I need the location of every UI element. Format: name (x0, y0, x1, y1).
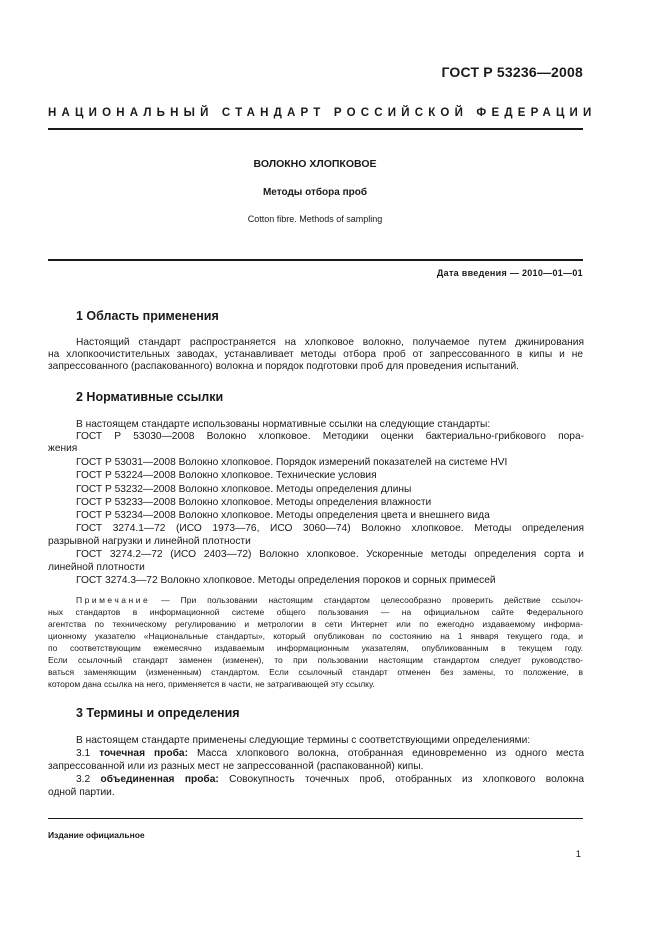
note-line: по соответствующим ежемесячно издаваемым информационным указателям, опубликованным в текущем году. (48, 643, 583, 653)
reference-item: ГОСТ Р 53030—2008 Волокно хлопковое. Методики оценки бактериально-грибкового пора- (76, 431, 584, 442)
top-divider (48, 128, 583, 130)
reference-item: ГОСТ 3274.3—72 Волокно хлопковое. Методы определения пороков и сорных примесей (76, 575, 496, 586)
document-subtitle: Методы отбора проб (262, 187, 368, 198)
note-line: ваться заменяющим (измененным) стандартом. Если ссылочный стандарт отменен без замены, то положение, в (48, 667, 583, 677)
term-3-1-continuation: запрессованной или из разных мест не запрессованной (распакованной) кипы. (48, 761, 424, 772)
note-text: — При пользовании настоящим стандартом целесообразно проверить действие ссылоч- (161, 595, 583, 605)
term-number: 3.1 (76, 748, 91, 759)
official-edition-label: Издание официальное (48, 830, 145, 840)
note-line: ных стандартов в информационной системе общего пользования — на официальном сайте Федерального (48, 607, 583, 617)
section-1-line: Настоящий стандарт распространяется на хлопковое волокно, получаемое путем джинирования (76, 337, 584, 348)
reference-item: ГОСТ Р 53233—2008 Волокно хлопковое. Методы определения влажности (76, 497, 432, 508)
note-line: агентства по техническому регулированию и метрологии в сети Интернет или по ежегодно издаваемому информа- (48, 619, 583, 629)
reference-item: линейной плотности (48, 562, 145, 573)
section-2-heading: 2 Нормативные ссылки (76, 390, 224, 404)
term-name: точечная проба: (99, 748, 188, 759)
section-3-heading: 3 Термины и определения (76, 706, 240, 720)
section-1-line: запрессованного (распакованного) волокна и порядок подготовки проб для проведения испытаний. (48, 361, 519, 372)
section-2-intro: В настоящем стандарте использованы нормативные ссылки на следующие стандарты: (76, 419, 491, 430)
note-line: ционному указателю «Национальные стандарты», который опубликован по состоянию на 1 января текущего года, и (48, 631, 583, 641)
reference-item: ГОСТ Р 53224—2008 Волокно хлопковое. Технические условия (76, 470, 377, 481)
term-definition: Совокупность точечных проб, отобранных из хлопкового волокна (229, 774, 584, 785)
reference-item: ГОСТ Р 53234—2008 Волокно хлопковое. Методы определения цвета и внешнего вида (76, 510, 490, 521)
reference-item: разрывной нагрузки и линейной плотности (48, 536, 251, 547)
footer-divider (48, 818, 583, 819)
document-title-english: Cotton fibre. Methods of sampling (247, 214, 383, 224)
term-name: объединенная проба: (100, 774, 219, 785)
section-1-heading: 1 Область применения (76, 309, 219, 323)
reference-item: ГОСТ 3274.2—72 (ИСО 2403—72) Волокно хлопковое. Ускоренные методы определения сорта и (76, 549, 584, 560)
document-number: ГОСТ Р 53236—2008 (441, 64, 583, 80)
note-label: Примечание (76, 595, 151, 605)
title-divider (48, 259, 583, 261)
term-3-2-continuation: одной партии. (48, 787, 115, 798)
document-title: ВОЛОКНО ХЛОПКОВОЕ (253, 158, 377, 170)
section-3-intro: В настоящем стандарте применены следующие термины с соответствующими определениями: (76, 735, 531, 746)
effective-date: Дата введения — 2010—01—01 (436, 268, 583, 278)
reference-item: ГОСТ Р 53031—2008 Волокно хлопковое. Порядок измерений показателей на системе HVI (76, 457, 508, 468)
reference-item: ГОСТ Р 53232—2008 Волокно хлопковое. Методы определения длины (76, 484, 412, 495)
term-number: 3.2 (76, 774, 91, 785)
reference-item: ГОСТ 3274.1—72 (ИСО 1973—76, ИСО 3060—74) Волокно хлопковое. Методы определения (76, 523, 584, 534)
note-line: Если ссылочный стандарт заменен (изменен), то при пользовании настоящим стандартом следует руководство- (48, 655, 583, 665)
section-1-line: на хлопкоочистительных заводах, устанавливает методы отбора проб от запрессованного в кипы и не (48, 349, 583, 360)
standard-banner: НАЦИОНАЛЬНЫЙ СТАНДАРТ РОССИЙСКОЙ ФЕДЕРАЦИИ (48, 107, 597, 119)
note-first-line (76, 594, 583, 606)
term-3-1 (76, 748, 584, 760)
term-definition: Масса хлопкового волокна, отобранная единовременно из одного места (196, 748, 584, 759)
reference-item: жения (48, 443, 78, 454)
page-number: 1 (575, 849, 581, 860)
note-line: котором дана ссылка на него, применяется в части, не затрагивающей эту ссылку. (48, 679, 375, 689)
term-3-2 (76, 774, 584, 786)
